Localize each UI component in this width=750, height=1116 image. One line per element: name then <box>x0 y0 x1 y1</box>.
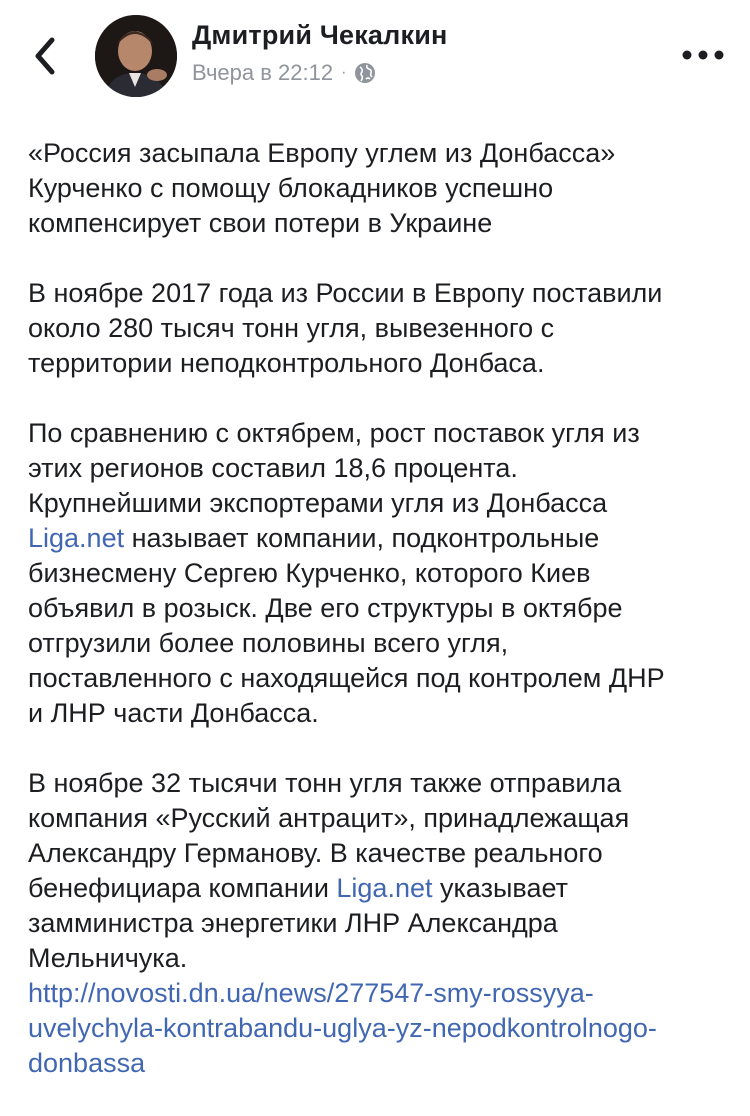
author-name[interactable]: Дмитрий Чекалкин <box>192 20 448 50</box>
text-line: объявил в розыск. Две его структуры в октябре <box>28 593 623 623</box>
post-timestamp[interactable]: Вчера в 22:12 <box>192 60 334 85</box>
text-line: «Россия засыпала Европу углем из Донбасса» <box>28 138 616 168</box>
liga-net-link[interactable]: Liga.net <box>336 873 433 903</box>
text-line <box>28 871 728 906</box>
article-url-link[interactable]: donbassa <box>28 1048 146 1078</box>
post-meta <box>192 60 376 86</box>
text-line: поставленного с находящейся под контролем ДНР <box>28 663 665 693</box>
text-line: бизнесмену Сергею Курченко, которого Киев <box>28 558 591 588</box>
paragraph-3 <box>28 416 728 731</box>
text-line: Александру Германову. В качестве реального <box>28 838 603 868</box>
text-line: Курченко с помощу блокадников успешно <box>28 173 554 203</box>
text-line: около 280 тысяч тонн угля, вывезенного с <box>28 313 555 343</box>
text-line: Мельничука. <box>28 943 188 973</box>
text-line <box>28 521 728 556</box>
text-line: Крупнейшими экспортерами угля из Донбасса <box>28 488 608 518</box>
more-horizontal-icon <box>678 40 728 70</box>
avatar[interactable] <box>95 15 177 97</box>
text-fragment: бенефициара компании <box>28 873 337 903</box>
post-header <box>0 0 750 110</box>
text-line: замминистра энергетики ЛНР Александра <box>28 908 558 938</box>
text-line: В ноябре 2017 года из России в Европу поставили <box>28 278 663 308</box>
text-line: и ЛНР части Донбасса. <box>28 698 319 728</box>
text-fragment: называет компании, подконтрольные <box>124 523 600 553</box>
chevron-left-icon <box>22 30 70 82</box>
article-url-link[interactable]: uvelychyla-kontrabandu-uglya-yz-nepodkontrolnogo- <box>28 1013 657 1043</box>
text-line: В ноябре 32 тысячи тонн угля также отправила <box>28 768 622 798</box>
back-button[interactable] <box>22 30 70 82</box>
text-line: По сравнению с октябрем, рост поставок угля из <box>28 418 640 448</box>
meta-separator: · <box>341 64 347 81</box>
text-line: отгрузили более половины всего угля, <box>28 628 509 658</box>
avatar-photo <box>95 15 177 97</box>
article-url-link[interactable]: http://novosti.dn.ua/news/277547-smy-rossyya- <box>28 978 594 1008</box>
liga-net-link[interactable]: Liga.net <box>28 523 125 553</box>
text-line: компания «Русский антрацит», принадлежащая <box>28 803 630 833</box>
text-fragment: указывает <box>432 873 568 903</box>
post-body <box>28 136 728 1116</box>
more-options-button[interactable] <box>678 40 728 70</box>
text-line: этих регионов составил 18,6 процента. <box>28 453 518 483</box>
text-line: компенсирует свои потери в Украине <box>28 208 493 238</box>
globe-icon <box>354 62 376 84</box>
paragraph-4 <box>28 766 728 1081</box>
text-line: территории неподконтрольного Донбаса. <box>28 348 545 378</box>
paragraph-2 <box>28 276 728 381</box>
paragraph-1 <box>28 136 728 241</box>
